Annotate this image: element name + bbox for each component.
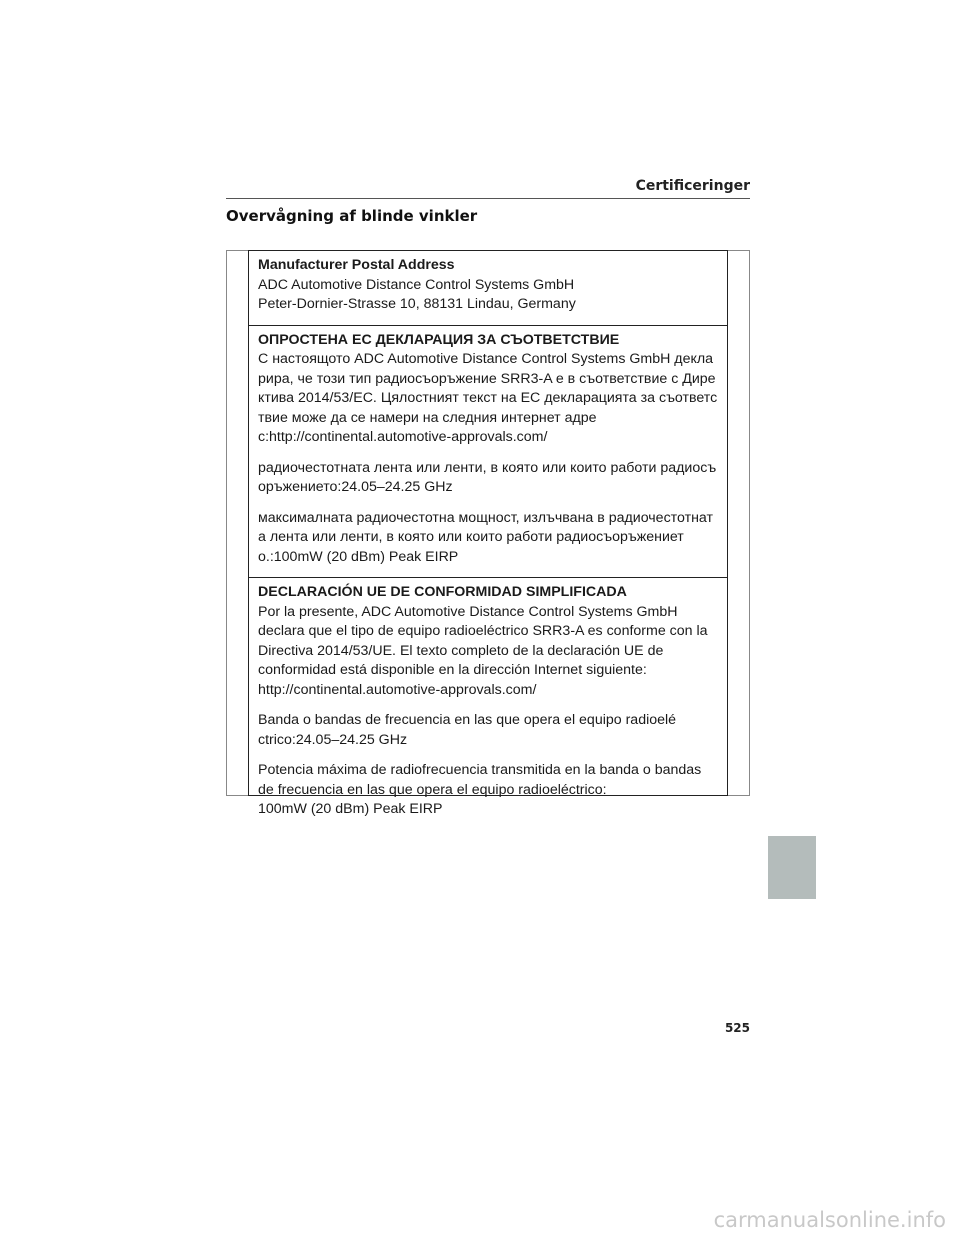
spanish-heading: DECLARACIÓN UE DE CONFORMIDAD SIMPLIFICADA [258, 584, 627, 600]
address-line: ADC Automotive Distance Control Systems GmbH [258, 276, 575, 293]
text-line: 100mW (20 dBm) Peak EIRP [258, 801, 443, 817]
text-line: Potencia máxima de radiofrecuencia transmitida en la banda o bandas [258, 762, 702, 778]
section-title: Certificeringer [635, 178, 750, 194]
text-line: conformidad está disponible en la dirección Internet siguiente: [258, 662, 647, 678]
text-line: ctrico:24.05–24.25 GHz [258, 731, 408, 748]
text-line: Por la presente, ADC Automotive Distance Control Systems GmbH [258, 603, 678, 620]
page-number: 525 [724, 1021, 750, 1035]
text-line: твие може да се намери на следния интернет адре [258, 409, 597, 426]
text-line: радиочестотната лента или ленти, в която или които работи радиосъ [258, 459, 717, 476]
page-subtitle: Overvågning af blinde vinkler [226, 207, 478, 225]
text-line: рира, че този тип радиосъоръжение SRR3-A е в съответствие с Дире [258, 370, 716, 387]
frame-top-left-edge [226, 250, 248, 251]
watermark: carmanualsonline.info [713, 1208, 946, 1232]
text-line: declara que el tipo de equipo radioeléctrico SRR3-A es conforme con la [258, 623, 708, 639]
chapter-side-tab [768, 836, 816, 899]
address-block [249, 251, 727, 326]
certification-box [248, 250, 728, 817]
bulgarian-declaration-block [249, 326, 727, 579]
text-line: а лента или ленти, в която или които работи радиосъоръжениет [258, 529, 684, 545]
text-line: максималната радиочестотна мощност, излъчвана в радиочестотнат [258, 509, 713, 526]
text-line: http://continental.automotive-approvals.com/ [258, 681, 537, 698]
text-line: Directiva 2014/53/UE. El texto completo de la declaración UE de [258, 642, 664, 659]
bulgarian-heading: ОПРОСТЕНА ЕС ДЕКЛАРАЦИЯ ЗА СЪОТВЕТСТВИЕ [258, 331, 620, 348]
text-line: ктива 2014/53/ЕС. Цялостният текст на ЕС декларацията за съответс [258, 390, 718, 406]
frame-top-right-edge [727, 250, 750, 251]
text-line: оръжението:24.05–24.25 GHz [258, 479, 453, 495]
address-line: Peter-Dornier-Strasse 10, 88131 Lindau, Germany [258, 296, 576, 312]
header-rule [226, 198, 750, 199]
text-line: Banda o bandas de frecuencia en las que opera el equipo radioelé [258, 712, 677, 728]
text-line: de frecuencia en las que opera el equipo radioeléctrico: [258, 781, 607, 798]
text-line: о.:100mW (20 dBm) Peak EIRP [258, 548, 459, 565]
address-heading: Manufacturer Postal Address [258, 257, 455, 273]
spanish-declaration-block [249, 578, 727, 830]
text-line: С настоящото ADC Automotive Distance Control Systems GmbH декла [258, 351, 713, 367]
text-line: с:http://continental.automotive-approvals.com/ [258, 429, 548, 445]
